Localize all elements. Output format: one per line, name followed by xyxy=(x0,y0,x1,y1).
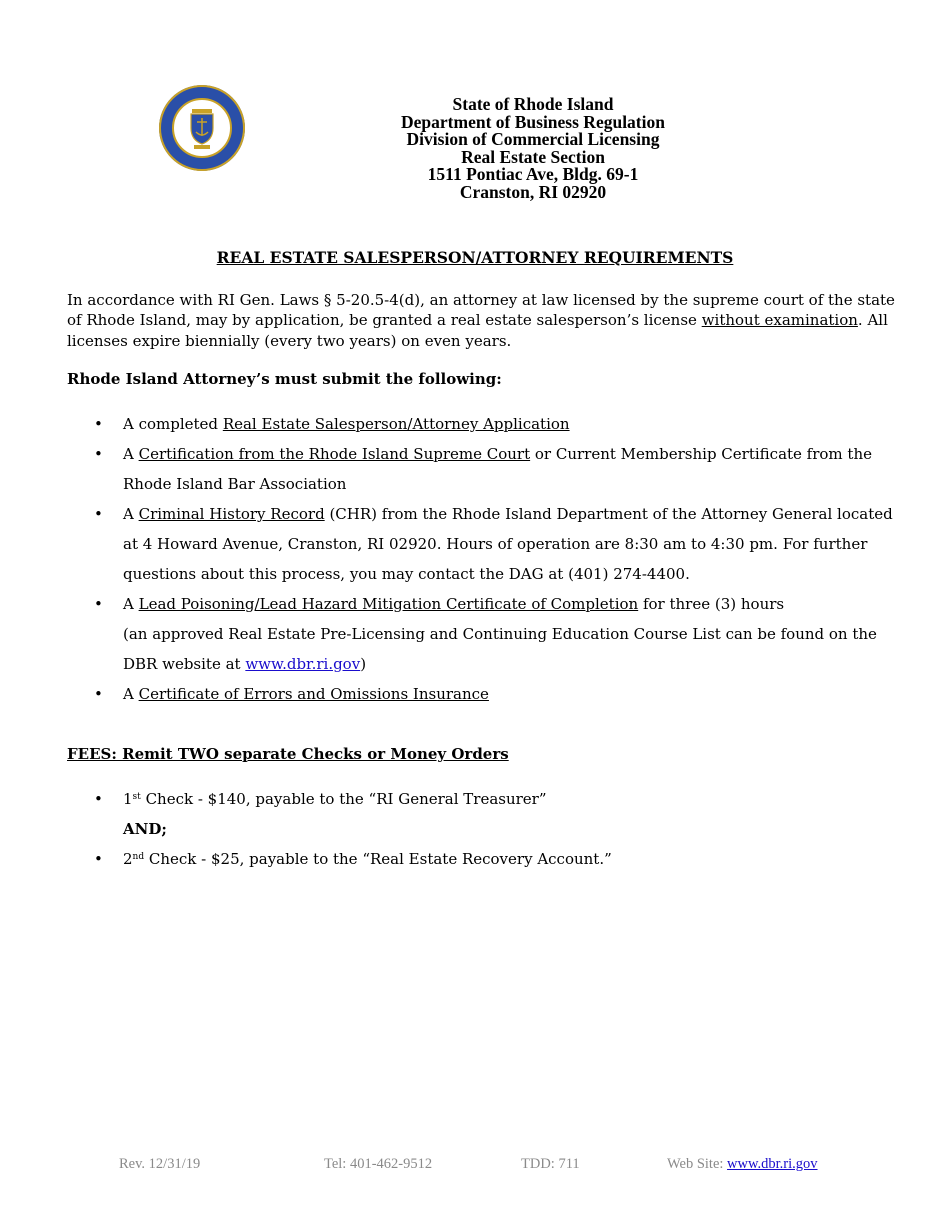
fee-ordinal: 2 xyxy=(123,850,133,868)
requirements-heading: Rhode Island Attorney’s must submit the following: xyxy=(67,370,502,388)
bullet-icon: • xyxy=(94,595,103,613)
bullet-icon: • xyxy=(94,415,103,433)
item-prefix: A xyxy=(123,505,139,523)
list-item xyxy=(67,784,897,814)
requirements-list xyxy=(67,409,897,709)
lead-certificate-link[interactable]: Lead Poisoning/Lead Hazard Mitigation Certificate of Completion xyxy=(138,595,639,613)
list-item xyxy=(67,589,897,679)
item-suffix: or Current Membership Certificate from the Rhode Island Bar Association xyxy=(123,445,872,493)
footer-website-link[interactable]: www.dbr.ri.gov xyxy=(727,1156,818,1172)
item-prefix: A completed xyxy=(123,415,223,433)
bullet-icon: • xyxy=(94,790,103,808)
header-section: Real Estate Section xyxy=(461,146,605,167)
item-prefix: A xyxy=(123,445,139,463)
fee-ordinal: 1 xyxy=(123,790,133,808)
item-note-end: ) xyxy=(360,655,367,673)
bullet-icon: • xyxy=(94,850,103,868)
footer-website-label: Web Site: xyxy=(667,1156,728,1172)
item-suffix: (CHR) from the Rhode Island Department of the Attorney General located at 4 Howard Avenue, Cranston, RI 02920. Hours of operation are 8:30 am to 4:30 pm. For further questions about this process, you may contact the DAG at (401) 274-4400. xyxy=(123,505,893,583)
bullet-icon: • xyxy=(94,685,103,703)
item-note: (an approved Real Estate Pre-Licensing and Continuing Education Course List can be found on the DBR website at xyxy=(123,625,877,673)
item-suffix: for three (3) hours xyxy=(638,595,785,613)
bullet-icon: • xyxy=(94,505,103,523)
list-item xyxy=(67,439,897,499)
supreme-court-certification-link[interactable]: Certification from the Rhode Island Supreme Court xyxy=(138,445,531,463)
dbr-website-link[interactable]: www.dbr.ri.gov xyxy=(245,655,361,673)
intro-text-end: . All licenses expire biennially (every two years) on even years. xyxy=(67,311,888,350)
header-address: 1511 Pontiac Ave, Bldg. 69-1 xyxy=(427,164,639,185)
errors-omissions-link[interactable]: Certificate of Errors and Omissions Insurance xyxy=(138,685,489,703)
fees-heading: FEES: Remit TWO separate Checks or Money Orders xyxy=(67,745,509,763)
footer-revision: Rev. 12/31/19 xyxy=(119,1156,201,1172)
header-division: Division of Commercial Licensing xyxy=(406,129,660,150)
item-prefix: A xyxy=(123,595,139,613)
application-link[interactable]: Real Estate Salesperson/Attorney Application xyxy=(222,415,570,433)
intro-underlined: without examination xyxy=(701,311,858,330)
page-title: REAL ESTATE SALESPERSON/ATTORNEY REQUIREMENTS xyxy=(216,248,734,267)
item-prefix: A xyxy=(123,685,139,703)
list-item xyxy=(67,679,897,709)
footer-website xyxy=(667,1156,818,1173)
fee-ordinal-suffix: nd xyxy=(132,852,145,862)
seal-icon xyxy=(158,84,246,172)
fee-text: Check - $25, payable to the “Real Estate Recovery Account.” xyxy=(144,850,612,868)
bullet-icon: • xyxy=(94,445,103,463)
list-item xyxy=(67,844,897,874)
fee-text: Check - $140, payable to the “RI General Treasurer” xyxy=(140,790,547,808)
footer-telephone: Tel: 401-462-9512 xyxy=(324,1156,433,1172)
criminal-history-record-link[interactable]: Criminal History Record xyxy=(138,505,325,523)
fee-ordinal-suffix: st xyxy=(132,792,141,802)
intro-text: In accordance with RI Gen. Laws § 5-20.5-4(d), an attorney at law licensed by the supreme court of the state of Rhode Island, may by application, be granted a real estate salesperson’s license xyxy=(67,291,895,330)
department-seal xyxy=(158,84,246,172)
intro-paragraph xyxy=(67,290,897,351)
header-state: State of Rhode Island xyxy=(452,94,614,114)
footer-tdd: TDD: 711 xyxy=(521,1156,580,1172)
header-city: Cranston, RI 02920 xyxy=(459,181,607,202)
agency-header xyxy=(360,96,706,202)
header-department: Department of Business Regulation xyxy=(401,111,665,132)
list-item xyxy=(67,409,897,439)
fees-list xyxy=(67,784,897,874)
and-label: AND; xyxy=(123,820,167,838)
list-item xyxy=(67,499,897,589)
